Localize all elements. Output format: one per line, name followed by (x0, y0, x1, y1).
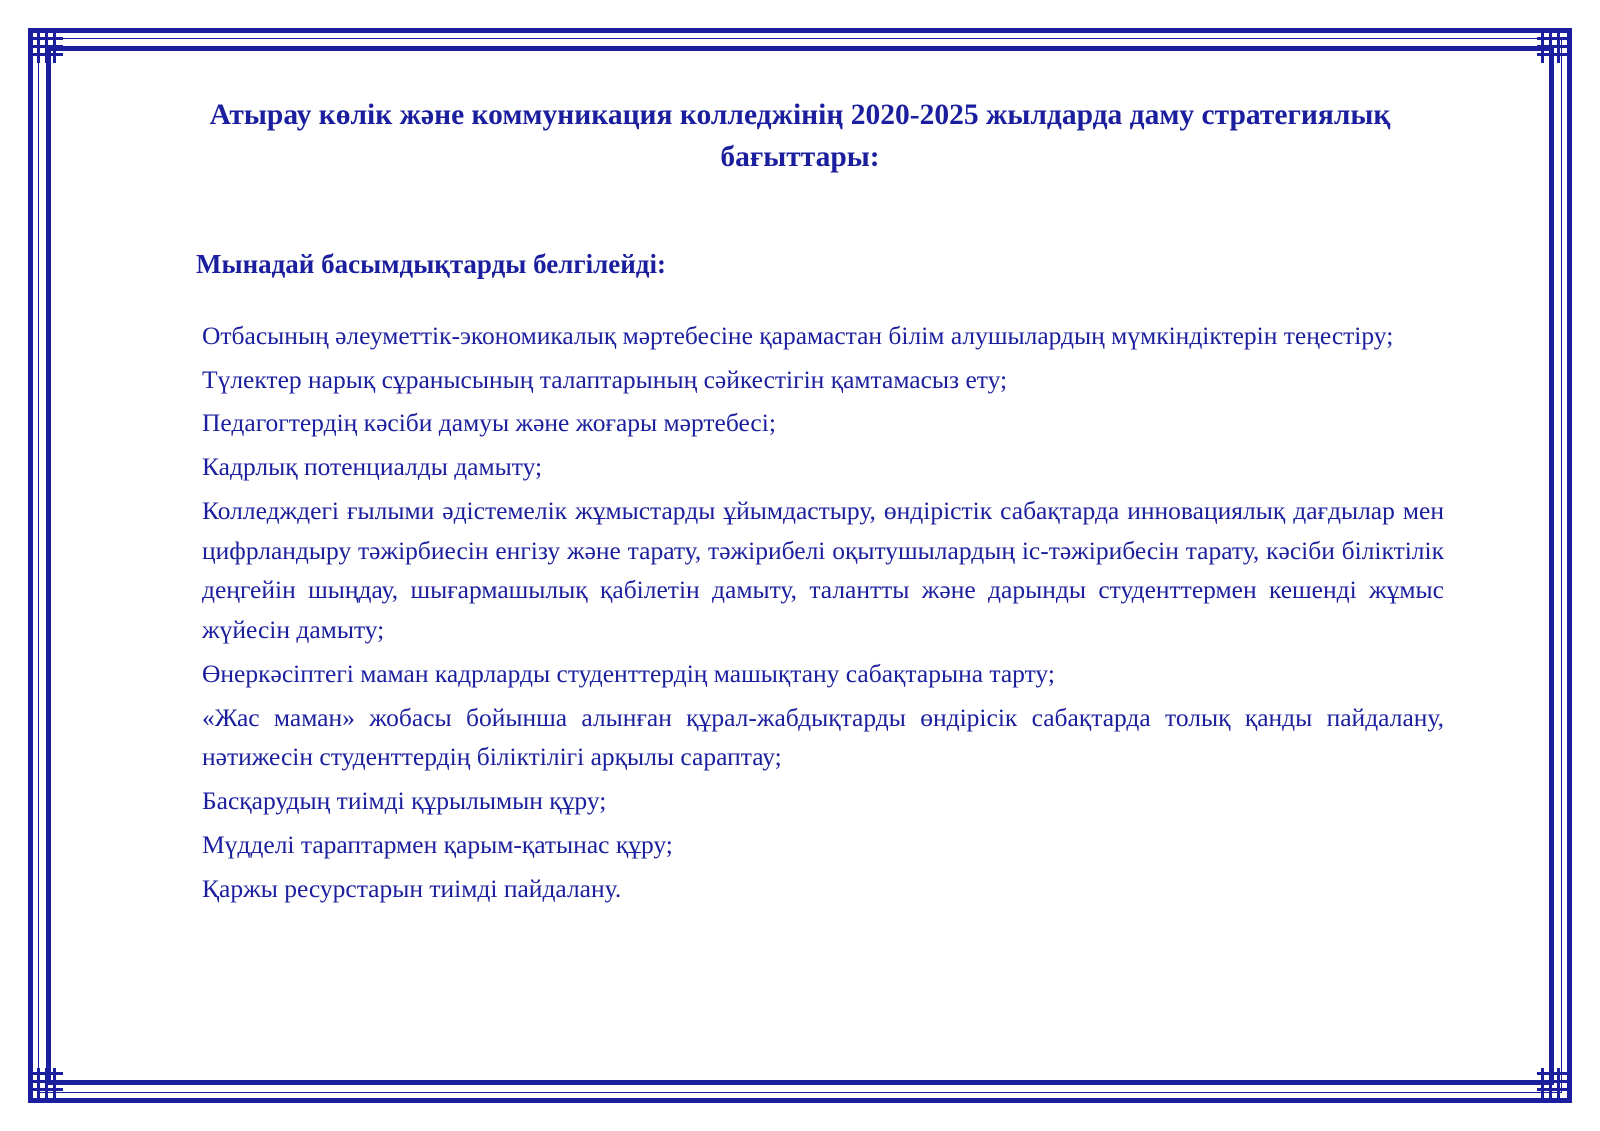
corner-ornament-top-right-icon (1537, 33, 1567, 63)
list-item: Мүдделі тараптармен қарым-қатынас құру; (202, 829, 673, 859)
page-title: Атырау көлік және коммуникация колледжінің 2020-2025 жылдарда даму стратегиялық бағыттары: (209, 99, 1391, 173)
slide-subtitle: Мынадай басымдықтарды белгілейді: (196, 248, 666, 279)
list-item: Колледждегі ғылыми әдістемелік жұмыстарды ұйымдастыру, өндірістік сабақтарда инновациялық дағдылар мен цифрландыру тәжірбиесін енгізу және тарату, тәжірибелі оқытушылардың іс-тәжірибесін тарату, кәсіби біліктілік деңгейін шыңдау, шығармашылық қабілетін дамыту, талантты және дарынды студенттермен кешенді жұмыс жүйесін дамыту; (202, 495, 1444, 645)
corner-ornament-bottom-right-icon (1537, 1068, 1567, 1098)
slide-content (150, 95, 1450, 912)
list-item: Қаржы ресурстарын тиімді пайдалану. (202, 873, 622, 903)
list-item: Өнеркәсіптегі маман кадрларды студенттердің машықтану сабақтарына тарту; (202, 658, 1055, 688)
list-item: Педагогтердің кәсіби дамуы және жоғары мәртебесі; (202, 408, 776, 438)
list-item: Отбасының әлеуметтік-экономикалық мәртебесіне қарамастан білім алушылардың мүмкіндіктерін теңестіру; (202, 320, 1394, 350)
corner-ornament-top-left-icon (33, 33, 63, 63)
list-item: «Жас маман» жобасы бойынша алынған құрал-жабдықтарды өндірісік сабақтарда толық қанды пайдалану, нәтижесін студенттердің біліктілігі арқылы сараптау; (202, 702, 1444, 772)
list-item: Түлектер нарық сұранысының талаптарының сәйкестігін қамтамасыз ету; (202, 364, 1008, 394)
priority-list (150, 316, 1450, 909)
list-item: Кадрлық потенциалды дамыту; (202, 452, 543, 482)
list-item: Басқарудың тиімді құрылымын құру; (202, 786, 607, 816)
corner-ornament-bottom-left-icon (33, 1068, 63, 1098)
